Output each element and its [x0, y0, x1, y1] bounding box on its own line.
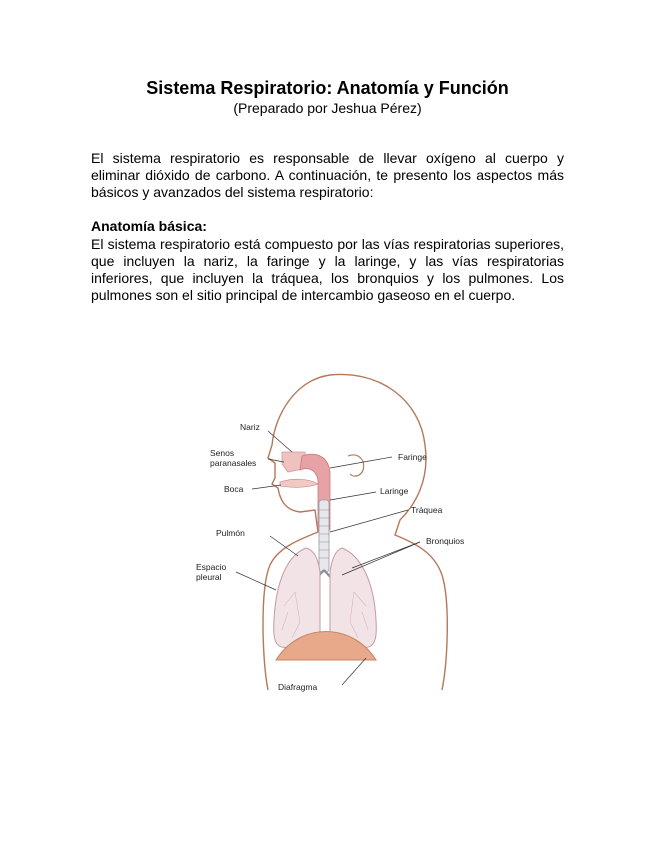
respiratory-diagram — [180, 360, 500, 700]
label-nariz: Nariz — [240, 422, 260, 432]
page-subtitle: (Preparado por Jeshua Pérez) — [233, 100, 422, 116]
mouth-shape — [280, 479, 318, 487]
label-traquea: Tráquea — [411, 505, 443, 515]
label-espacio-2: pleural — [196, 572, 222, 582]
ear-outline — [348, 455, 364, 476]
label-laringe: Laringe — [380, 486, 409, 496]
label-senos-2: paranasales — [210, 458, 257, 468]
section-heading: Anatomía básica: — [91, 218, 207, 234]
label-diafragma: Diafragma — [278, 682, 318, 692]
label-espacio-1: Espacio — [196, 562, 227, 572]
section-paragraph: El sistema respiratorio está compuesto por las vías respiratorias superiores, que incluyen la nariz, la faringe y la laringe, y las vías respiratorias inferiores, que incluyen la tráquea, los bronquios y los pulmones. Los pulmones son el sitio principal de intercambio gaseoso en el cuerpo. — [91, 236, 564, 303]
label-senos-1: Senos — [210, 448, 235, 458]
page-title: Sistema Respiratorio: Anatomía y Función — [146, 78, 509, 98]
label-faringe: Faringe — [398, 452, 427, 462]
trachea-shape — [319, 500, 329, 572]
label-bronquios: Bronquios — [426, 536, 465, 546]
intro-paragraph: El sistema respiratorio es responsable de llevar oxígeno al cuerpo y eliminar dióxido de carbono. A continuación, te presento los aspectos más básicos y avanzados del sistema respiratorio: — [91, 150, 564, 200]
label-pulmon: Pulmón — [216, 528, 245, 538]
label-boca: Boca — [224, 484, 244, 494]
